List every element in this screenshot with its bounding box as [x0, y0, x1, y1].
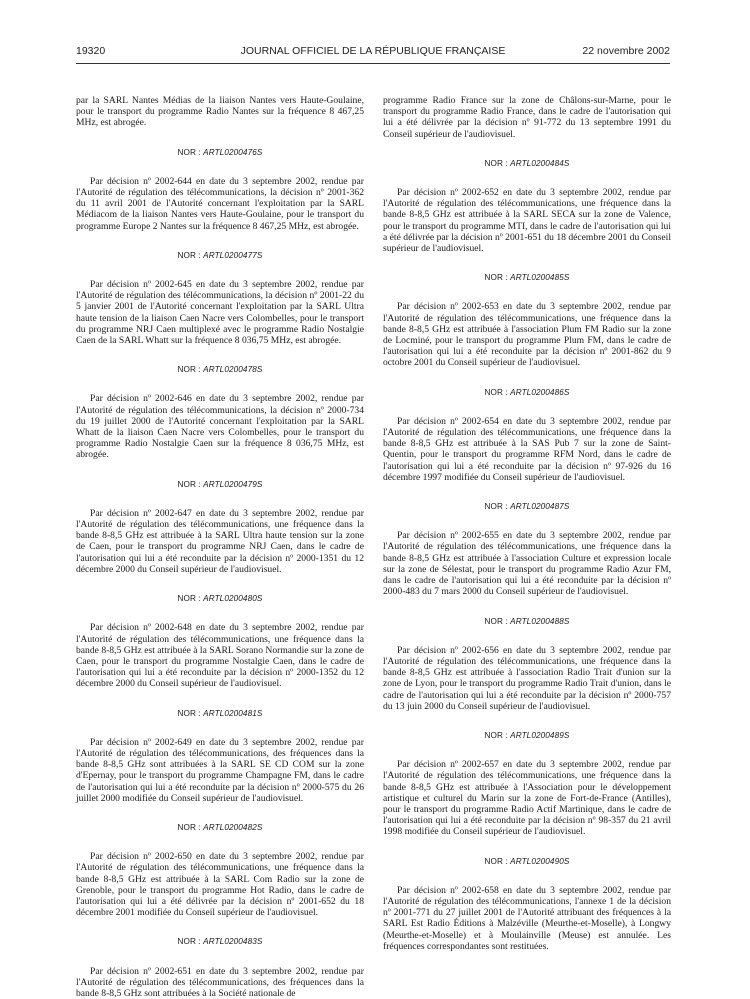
decision-paragraph: Par décision nº 2002-650 en date du 3 septembre 2002, rendue par l'Autorité de régulation des télécommunications, une fréquence dans la bande 8-8,5 GHz est attribuée à la SARL Com Radio sur la zone de Grenoble, pour le transport du programme Hot Radio, dans le cadre de l'autorisation qui lui a été délivrée par la décision nº 2001-652 du 18 décembre 2001 modifiée du Conseil supérieur de l'audiovisuel.: [76, 851, 364, 919]
nor-code: ARTL0200486S: [510, 387, 570, 397]
nor-reference: [383, 158, 671, 169]
nor-reference: [76, 250, 364, 261]
nor-reference: [383, 856, 671, 867]
nor-reference: [383, 730, 671, 741]
nor-label: NOR :: [484, 387, 508, 397]
nor-code: ARTL0200489S: [510, 730, 570, 740]
nor-reference: [76, 364, 364, 375]
nor-reference: [76, 822, 364, 833]
header-rule: [76, 63, 670, 64]
right-column: [383, 95, 671, 952]
decision-paragraph: Par décision nº 2002-648 en date du 3 septembre 2002, rendue par l'Autorité de régulation des télécommunications, une fréquence dans la bande 8-8,5 GHz est attribuée à la SARL Sorano Normandie sur la zone de Caen, pour le transport du programme Nostalgie Caen, dans le cadre de l'autorisation qui lui a été reconduite par la décision nº 2000-1352 du 12 décembre 2000 du Conseil supérieur de l'audiovisuel.: [76, 622, 364, 690]
nor-code: ARTL0200488S: [510, 616, 570, 626]
nor-code: ARTL0200487S: [510, 502, 570, 512]
nor-reference: [76, 479, 364, 490]
nor-code: ARTL0200490S: [510, 856, 570, 866]
nor-label: NOR :: [177, 147, 201, 157]
decision-paragraph: Par décision nº 2002-657 en date du 3 septembre 2002, rendue par l'Autorité de régulation des télécommunications, une fréquence dans la bande 8-8,5 GHz est attribuée à l'Association pour le développement artistique et culturel du Marin sur la zone de Fort-de-France (Antilles), pour le transport du programme Radio Actif Martinique, dans le cadre de l'autorisation qui lui a été reconduite par la décision nº 98-357 du 21 avril 1998 modifiée du Conseil supérieur de l'audiovisuel.: [383, 759, 671, 838]
decision-paragraph: Par décision nº 2002-646 en date du 3 septembre 2002, rendue par l'Autorité de régulation des télécommunications, la décision nº 2000-734 du 19 juillet 2000 de l'Autorité concernant l'exploitation par la SARL Whatt de la liaison Caen Nacre vers Colombelles, pour le transport du programme Radio Nostalgie Caen sur la fréquence 8 036,75 MHz, est abrogée.: [76, 393, 364, 461]
nor-label: NOR :: [177, 937, 201, 947]
nor-code: ARTL0200484S: [510, 158, 570, 168]
decision-paragraph: Par décision nº 2002-649 en date du 3 septembre 2002, rendue par l'Autorité de régulation des télécommunications, des fréquences dans la bande 8-8,5 GHz sont attribuées à la SARL SE CD COM sur la zone d'Epernay, pour le transport du programme Champagne FM, dans le cadre de l'autorisation qui lui a été reconduite par la décision nº 2000-575 du 26 juillet 2000 modifiée du Conseil supérieur de l'audiovisuel.: [76, 736, 364, 804]
nor-label: NOR :: [177, 822, 201, 832]
journal-title: JOURNAL OFFICIEL DE LA RÉPUBLIQUE FRANÇAISE: [240, 45, 506, 57]
decision-paragraph: Par décision nº 2002-653 en date du 3 septembre 2002, rendue par l'Autorité de régulation des télécommunications, une fréquence dans la bande 8-8,5 GHz est attribuée à l'association Plum FM Radio sur la zone de Locminé, pour le transport du programme Plum FM, dans le cadre de l'autorisation qui lui a été reconduite par la décision nº 2001-862 du 9 octobre 2001 du Conseil supérieur de l'audiovisuel.: [383, 301, 671, 369]
nor-reference: [383, 272, 671, 283]
nor-label: NOR :: [484, 856, 508, 866]
nor-label: NOR :: [177, 708, 201, 718]
nor-reference: [383, 387, 671, 398]
left-intro-paragraph: par la SARL Nantes Médias de la liaison Nantes vers Haute-Goulaine, pour le transport du programme Radio Nantes sur la fréquence 8 467,25 MHz, est abrogée.: [76, 95, 364, 129]
nor-code: ARTL0200477S: [203, 250, 263, 260]
decision-paragraph: Par décision nº 2002-645 en date du 3 septembre 2002, rendue par l'Autorité de régulation des télécommunications, la décision nº 2001-22 du 5 janvier 2001 de l'Autorité concernant l'exploitation par la SARL Ultra haute tension de la liaison Caen Nacre vers Colombelles, pour le transport du programme NRJ Caen multiplexé avec le programme Radio Nostalgie Caen de la SARL Whatt sur la fréquence 8 036,75 MHz, est abrogée.: [76, 279, 364, 347]
nor-label: NOR :: [177, 594, 201, 604]
nor-label: NOR :: [177, 479, 201, 489]
nor-label: NOR :: [484, 502, 508, 512]
nor-reference: [76, 593, 364, 604]
decision-paragraph: Par décision nº 2002-654 en date du 3 septembre 2002, rendue par l'Autorité de régulation des télécommunications, une fréquence dans la bande 8-8,5 GHz est attribuée à la SAS Pub 7 sur la zone de Saint-Quentin, pour le transport du programme RFM Nord, dans le cadre de l'autorisation qui lui a été reconduite par la décision nº 97-926 du 16 décembre 1997 modifiée du Conseil supérieur de l'audiovisuel.: [383, 415, 671, 483]
nor-code: ARTL0200478S: [203, 365, 263, 375]
nor-reference: [383, 616, 671, 627]
decision-paragraph: Par décision nº 2002-658 en date du 3 septembre 2002, rendue par l'Autorité de régulation des télécommunications, l'annexe 1 de la décision nº 2001-771 du 27 juillet 2001 de l'Autorité attribuant des fréquences à la SARL Est Radio Éditions à Malzéville (Meurthe-et-Moselle), à Longwy (Meurthe-et-Moselle) et à Moulainville (Meuse) est annulée. Les fréquences correspondantes sont restituées.: [383, 884, 671, 952]
decision-paragraph: Par décision nº 2002-647 en date du 3 septembre 2002, rendue par l'Autorité de régulation des télécommunications, une fréquence dans la bande 8-8,5 GHz est attribuée à la SARL Ultra haute tension sur la zone de Caen, pour le transport du programme NRJ Caen, dans le cadre de l'autorisation qui lui a été reconduite par la décision nº 2000-1351 du 12 décembre 2000 du Conseil supérieur de l'audiovisuel.: [76, 507, 364, 575]
publication-date: 22 novembre 2002: [582, 45, 670, 57]
decision-paragraph: Par décision nº 2002-644 en date du 3 septembre 2002, rendue par l'Autorité de régulation des télécommunications, la décision nº 2001-362 du 11 avril 2001 de l'Autorité concernant l'exploitation par la SARL Médiacom de la liaison Nantes vers Haute-Goulaine, pour le transport du programme Europe 2 Nantes sur la fréquence 8 467,25 MHz, est abrogée.: [76, 175, 364, 232]
nor-code: ARTL0200481S: [203, 708, 263, 718]
nor-reference: [76, 936, 364, 947]
decision-paragraph: Par décision nº 2002-651 en date du 3 septembre 2002, rendue par l'Autorité de régulation des télécommunications, des fréquences dans la bande 8-8,5 GHz sont attribuées à la Société nationale de: [76, 965, 364, 999]
nor-reference: [76, 708, 364, 719]
right-intro-paragraph: programme Radio France sur la zone de Châlons-sur-Marne, pour le transport du programme Radio France, dans le cadre de l'autorisation qui lui a été délivrée par la décision nº 91-772 du 13 septembre 1991 du Conseil supérieur de l'audiovisuel.: [383, 95, 671, 140]
nor-code: ARTL0200479S: [203, 479, 263, 489]
page-header: [76, 45, 670, 61]
nor-label: NOR :: [484, 616, 508, 626]
nor-label: NOR :: [484, 730, 508, 740]
nor-reference: [76, 147, 364, 158]
nor-label: NOR :: [484, 273, 508, 283]
nor-label: NOR :: [484, 158, 508, 168]
left-column: [76, 95, 364, 999]
decision-paragraph: Par décision nº 2002-655 en date du 3 septembre 2002, rendue par l'Autorité de régulation des télécommunications, une fréquence dans la bande 8-8,5 GHz est attribuée à l'association Culture et expression locale sur la zone de Sélestat, pour le transport du programme Radio Azur FM, dans le cadre de l'autorisation qui lui a été reconduite par la décision nº 2000-483 du 7 mars 2000 du Conseil supérieur de l'audiovisuel.: [383, 530, 671, 598]
page-number: 19320: [76, 45, 106, 57]
nor-code: ARTL0200485S: [510, 273, 570, 283]
decision-paragraph: Par décision nº 2002-652 en date du 3 septembre 2002, rendue par l'Autorité de régulation des télécommunications, une fréquence dans la bande 8-8,5 GHz est attribuée à la SARL SECA sur la zone de Valence, pour le transport du programme MTI, dans le cadre de l'autorisation qui lui a été délivrée par la décision nº 2001-651 du 18 décembre 2001 du Conseil supérieur de l'audiovisuel.: [383, 187, 671, 255]
nor-reference: [383, 501, 671, 512]
nor-code: ARTL0200480S: [203, 594, 263, 604]
nor-code: ARTL0200482S: [203, 822, 263, 832]
nor-label: NOR :: [177, 250, 201, 260]
nor-label: NOR :: [177, 365, 201, 375]
nor-code: ARTL0200483S: [203, 937, 263, 947]
nor-code: ARTL0200476S: [203, 147, 263, 157]
decision-paragraph: Par décision nº 2002-656 en date du 3 septembre 2002, rendue par l'Autorité de régulation des télécommunications, une fréquence dans la bande 8-8,5 GHz est attribuée à l'association Radio Trait d'union sur la zone de Lyon, pour le transport du programme Radio Trait d'union, dans le cadre de l'autorisation qui lui a été reconduite par la décision nº 2000-757 du 13 juin 2000 du Conseil supérieur de l'audiovisuel.: [383, 644, 671, 712]
